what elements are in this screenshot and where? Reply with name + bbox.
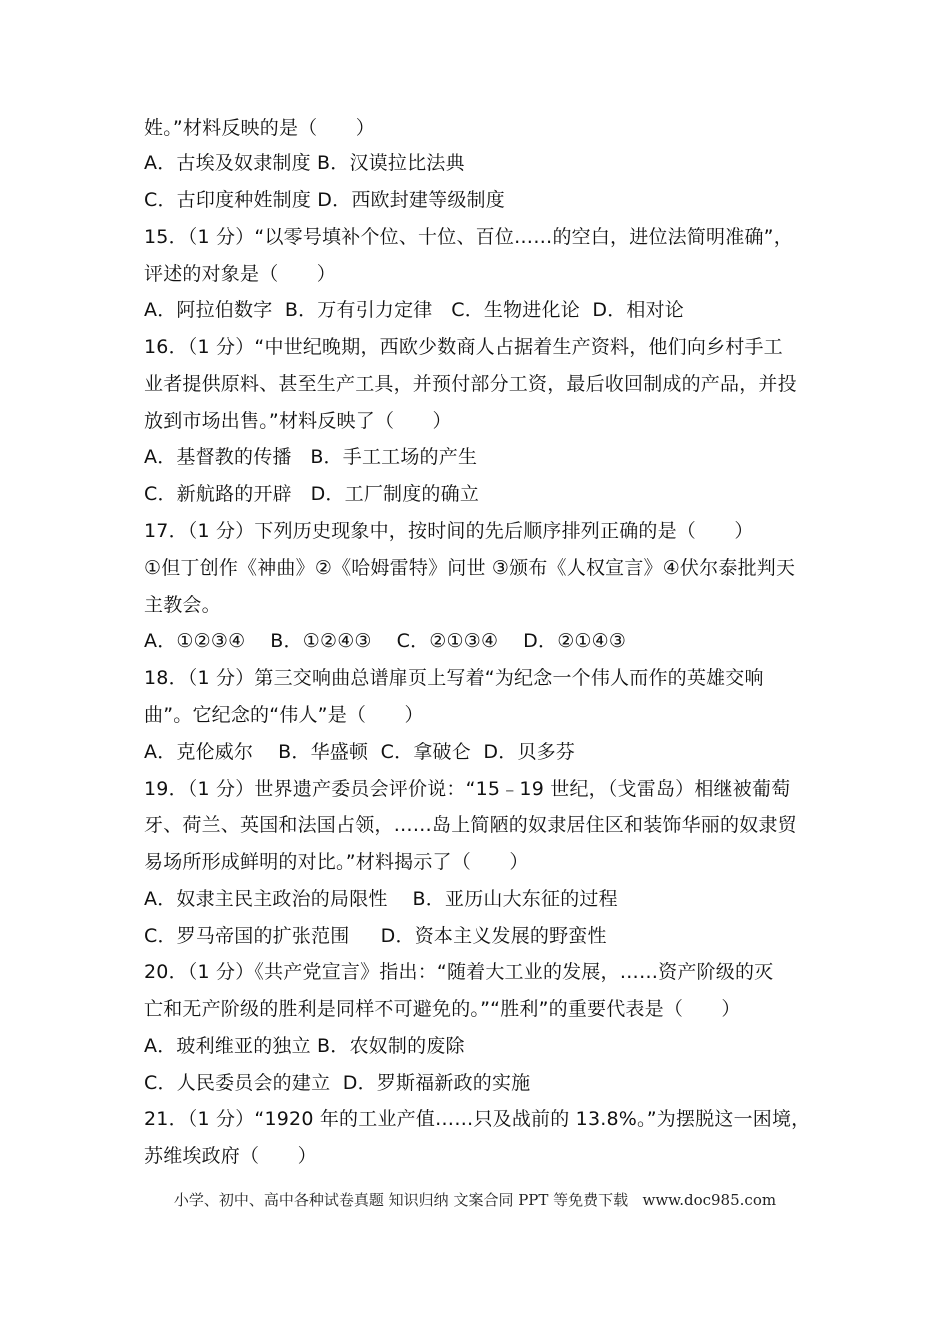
option-line: C．古印度种姓制度 D．西欧封建等级制度 bbox=[144, 189, 505, 211]
text-line: 业者提供原料、甚至生产工具，并预付部分工资，最后收回制成的产品，并投 bbox=[144, 373, 797, 395]
option-line: A．玻利维亚的独立 B．农奴制的废除 bbox=[144, 1035, 465, 1057]
option-line: A．克伦威尔 B．华盛顿 C．拿破仑 D．贝多芬 bbox=[144, 741, 576, 763]
text-line: 放到市场出售。”材料反映了（ ） bbox=[144, 410, 452, 432]
question-19: 19．（1 分）世界遗产委员会评价说：“15﹣19 世纪，（戈雷岛）相继被葡萄 bbox=[144, 778, 791, 800]
question-17: 17．（1 分）下列历史现象中，按时间的先后顺序排列正确的是（ ） bbox=[144, 520, 754, 542]
question-15: 15．（1 分）“以零号填补个位、十位、百位……的空白，进位法简明准确”， bbox=[144, 226, 793, 248]
text-line: 易场所形成鲜明的对比。”材料揭示了（ ） bbox=[144, 851, 529, 873]
text-line: 姓。”材料反映的是（ ） bbox=[144, 117, 375, 139]
text-line: 牙、荷兰、英国和法国占领，……岛上简陋的奴隶居住区和装饰华丽的奴隶贸 bbox=[144, 814, 797, 836]
option-line: C．罗马帝国的扩张范围 D．资本主义发展的野蛮性 bbox=[144, 925, 607, 947]
option-line: A．古埃及奴隶制度 B．汉谟拉比法典 bbox=[144, 152, 465, 174]
option-line: A．阿拉伯数字 B．万有引力定律 C．生物进化论 D．相对论 bbox=[144, 299, 685, 321]
option-line: C．新航路的开辟 D．工厂制度的确立 bbox=[144, 483, 480, 505]
question-20: 20．（1 分）《共产党宣言》指出：“随着大工业的发展，……资产阶级的灭 bbox=[144, 961, 774, 983]
text-line: 亡和无产阶级的胜利是同样不可避免的。”“胜利”的重要代表是（ ） bbox=[144, 998, 741, 1020]
question-21: 21．（1 分）“1920 年的工业产值……只及战前的 13.8%。”为摆脱这一困境， bbox=[144, 1108, 811, 1130]
text-line: 评述的对象是（ ） bbox=[144, 263, 337, 285]
option-line: A．奴隶主民主政治的局限性 B．亚历山大东征的过程 bbox=[144, 888, 618, 910]
text-line: ①但丁创作《神曲》②《哈姆雷特》问世 ③颁布《人权宣言》④伏尔泰批判天 bbox=[144, 557, 796, 579]
question-16: 16．（1 分）“中世纪晚期，西欧少数商人占据着生产资料，他们向乡村手工 bbox=[144, 336, 783, 358]
page-footer: 小学、初中、高中各种试卷真题 知识归纳 文案合同 PPT 等免费下载 www.doc985.com bbox=[173, 1191, 777, 1209]
option-line: A．基督教的传播 B．手工工场的产生 bbox=[144, 446, 478, 468]
option-line: C．人民委员会的建立 D．罗斯福新政的实施 bbox=[144, 1072, 531, 1094]
question-18: 18．（1 分）第三交响曲总谱扉页上写着“为纪念一个伟人而作的英雄交响 bbox=[144, 667, 764, 689]
text-line: 主教会。 bbox=[144, 594, 221, 616]
text-line: 苏维埃政府（ ） bbox=[144, 1145, 317, 1167]
option-line: A．①②③④ B．①②④③ C．②①③④ D．②①④③ bbox=[144, 630, 627, 652]
text-line: 曲”。它纪念的“伟人”是（ ） bbox=[144, 704, 424, 726]
